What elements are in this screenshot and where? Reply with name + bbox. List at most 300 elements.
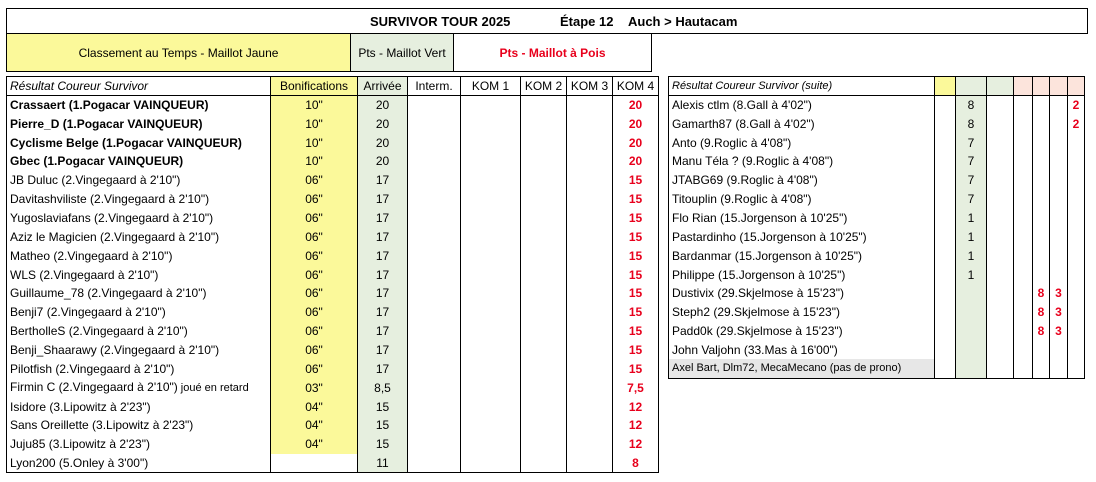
arrivee-cell: 15 xyxy=(358,435,408,454)
kom2-cell xyxy=(521,209,567,228)
interm-cell xyxy=(987,322,1014,341)
bonus-cell: 04" xyxy=(271,397,358,416)
rider-name xyxy=(7,397,271,416)
interm-cell xyxy=(987,171,1014,190)
rider-name-text: Lyon200 (5.Onley à 3'00") xyxy=(10,455,149,470)
kom3-cell xyxy=(1050,114,1068,133)
kom1-cell xyxy=(1014,96,1033,115)
rider-name-text: BertholleS (2.Vingegaard à 2'10") xyxy=(10,324,188,339)
stage-label: Étape 12 xyxy=(560,14,614,29)
kom4-cell xyxy=(1068,284,1085,303)
arrivee-cell: 15 xyxy=(358,416,408,435)
kom3-cell xyxy=(567,416,613,435)
kom3-cell xyxy=(567,265,613,284)
bonus-cell: 06" xyxy=(271,265,358,284)
kom4-cell: 2 xyxy=(1068,114,1085,133)
column-header: KOM 1 xyxy=(461,77,521,96)
table-row xyxy=(7,152,659,171)
interm-cell xyxy=(987,133,1014,152)
interm-cell xyxy=(987,359,1014,378)
title-banner xyxy=(6,8,1088,34)
kom4-cell: 20 xyxy=(613,96,659,115)
bonus-cell xyxy=(935,209,956,228)
kom2-cell xyxy=(521,152,567,171)
kom1-cell xyxy=(1014,246,1033,265)
arrivee-cell: 17 xyxy=(358,209,408,228)
arrivee-cell: 11 xyxy=(358,454,408,473)
bonus-cell: 03" xyxy=(271,378,358,397)
kom3-cell xyxy=(1050,190,1068,209)
kom1-cell xyxy=(461,227,521,246)
interm-cell xyxy=(987,114,1014,133)
kom1-cell xyxy=(1014,114,1033,133)
rider-name-text: Sans Oreillette (3.Lipowitz à 2'23") xyxy=(10,418,194,433)
interm-cell xyxy=(987,190,1014,209)
rider-name xyxy=(7,454,271,473)
table-row xyxy=(7,378,659,397)
kom1-cell xyxy=(461,190,521,209)
kom3-cell: 3 xyxy=(1050,284,1068,303)
arrivee-cell: 17 xyxy=(358,265,408,284)
kom1-cell xyxy=(461,209,521,228)
table-row xyxy=(669,96,1085,115)
kom1-cell xyxy=(461,378,521,397)
rider-name xyxy=(7,265,271,284)
table-row xyxy=(7,171,659,190)
interm-cell xyxy=(408,416,461,435)
arrivee-cell: 7 xyxy=(956,190,987,209)
main-results-table xyxy=(6,76,659,473)
kom3-cell xyxy=(1050,152,1068,171)
arrivee-cell: 1 xyxy=(956,265,987,284)
interm-cell xyxy=(408,246,461,265)
bonus-cell: 06" xyxy=(271,359,358,378)
arrivee-cell: 1 xyxy=(956,227,987,246)
kom3-cell xyxy=(1050,340,1068,359)
interm-cell xyxy=(987,265,1014,284)
interm-cell xyxy=(987,284,1014,303)
arrivee-cell: 17 xyxy=(358,227,408,246)
arrivee-cell: 7 xyxy=(956,133,987,152)
table-row xyxy=(7,133,659,152)
kom2-cell xyxy=(521,435,567,454)
arrivee-cell: 7 xyxy=(956,152,987,171)
interm-cell xyxy=(408,378,461,397)
column-header: KOM 2 xyxy=(521,77,567,96)
rider-name: JTABG69 (9.Roglic à 4'08") xyxy=(669,171,935,190)
arrivee-cell: 20 xyxy=(358,114,408,133)
kom4-cell: 12 xyxy=(613,397,659,416)
bonus-cell: 06" xyxy=(271,340,358,359)
table-row xyxy=(7,454,659,473)
arrivee-cell: 17 xyxy=(358,284,408,303)
continuation-table xyxy=(668,76,1085,379)
kom3-cell xyxy=(567,454,613,473)
kom4-cell xyxy=(1068,265,1085,284)
arrivee-cell: 17 xyxy=(358,190,408,209)
rider-name-text: Benji7 (2.Vingegaard à 2'10") xyxy=(10,305,166,320)
kom2-cell xyxy=(521,265,567,284)
kom4-cell xyxy=(1068,322,1085,341)
kom4-cell: 15 xyxy=(613,284,659,303)
arrivee-cell: 20 xyxy=(358,96,408,115)
table-row xyxy=(669,246,1085,265)
kom2-cell xyxy=(521,378,567,397)
bonus-cell xyxy=(935,114,956,133)
rider-name: Philippe (15.Jorgenson à 10'25") xyxy=(669,265,935,284)
kom4-cell: 15 xyxy=(613,340,659,359)
table-row xyxy=(669,227,1085,246)
bonus-cell: 06" xyxy=(271,284,358,303)
kom4-cell xyxy=(1068,190,1085,209)
kom3-cell xyxy=(567,340,613,359)
kom1-cell xyxy=(1014,190,1033,209)
kom4-cell xyxy=(1068,359,1085,378)
rider-name-text: Cyclisme Belge (1.Pogacar VAINQUEUR) xyxy=(10,135,242,150)
kom3-cell xyxy=(1050,359,1068,378)
rider-name: John Valjohn (33.Mas à 16'00") xyxy=(669,340,935,359)
tour-title: SURVIVOR TOUR 2025 xyxy=(370,14,511,29)
kom3-cell xyxy=(567,397,613,416)
kom4-cell: 20 xyxy=(613,133,659,152)
hdr-kom2 xyxy=(1033,77,1050,96)
bonus-cell xyxy=(935,359,956,378)
rider-name-text: Yugoslaviafans (2.Vingegaard à 2'10") xyxy=(10,210,214,225)
kom1-cell xyxy=(1014,340,1033,359)
kom4-cell xyxy=(1068,227,1085,246)
kom3-cell xyxy=(1050,227,1068,246)
arrivee-cell xyxy=(956,340,987,359)
rider-name xyxy=(7,303,271,322)
interm-cell xyxy=(987,246,1014,265)
interm-cell xyxy=(987,152,1014,171)
kom2-cell xyxy=(521,171,567,190)
hdr-interm xyxy=(987,77,1014,96)
kom2-cell xyxy=(521,284,567,303)
bonus-cell: 06" xyxy=(271,322,358,341)
kom2-cell xyxy=(521,246,567,265)
rider-name: Pastardinho (15.Jorgenson à 10'25") xyxy=(669,227,935,246)
kom2-cell xyxy=(1033,190,1050,209)
table-row xyxy=(7,284,659,303)
bonus-cell xyxy=(935,152,956,171)
table-row xyxy=(669,340,1085,359)
table-row xyxy=(669,265,1085,284)
interm-cell xyxy=(408,303,461,322)
rider-name-text: Juju85 (3.Lipowitz à 2'23") xyxy=(10,437,150,452)
arrivee-cell: 15 xyxy=(358,397,408,416)
kom1-cell xyxy=(1014,171,1033,190)
kom2-cell xyxy=(521,133,567,152)
interm-cell xyxy=(408,340,461,359)
bonus-cell xyxy=(935,284,956,303)
interm-cell xyxy=(987,209,1014,228)
kom2-cell xyxy=(1033,359,1050,378)
kom4-cell xyxy=(1068,246,1085,265)
kom3-cell xyxy=(1050,96,1068,115)
table-row xyxy=(669,152,1085,171)
rider-name: Alexis ctlm (8.Gall à 4'02") xyxy=(669,96,935,115)
kom4-cell xyxy=(1068,133,1085,152)
rider-name xyxy=(7,209,271,228)
rider-name xyxy=(7,133,271,152)
kom4-cell: 15 xyxy=(613,171,659,190)
arrivee-cell: 8,5 xyxy=(358,378,408,397)
bonus-cell xyxy=(935,246,956,265)
kom3-cell: 3 xyxy=(1050,322,1068,341)
rider-name: Padd0k (29.Skjelmose à 15'23") xyxy=(669,322,935,341)
table-row xyxy=(669,359,1085,378)
table-row xyxy=(669,209,1085,228)
arrivee-cell: 8 xyxy=(956,96,987,115)
table-row xyxy=(7,265,659,284)
column-header: Interm. xyxy=(408,77,461,96)
interm-cell xyxy=(408,227,461,246)
interm-cell xyxy=(408,397,461,416)
rider-name: Titouplin (9.Roglic à 4'08") xyxy=(669,190,935,209)
hdr-kom3 xyxy=(1050,77,1068,96)
kom4-cell: 15 xyxy=(613,303,659,322)
interm-cell xyxy=(408,359,461,378)
kom2-cell xyxy=(1033,227,1050,246)
rider-name-text: Pilotfish (2.Vingegaard à 2'10") xyxy=(10,361,175,376)
table-row xyxy=(669,133,1085,152)
kom2-cell xyxy=(521,303,567,322)
kom3-cell xyxy=(567,114,613,133)
rider-name xyxy=(7,190,271,209)
table-row xyxy=(7,359,659,378)
rider-name-text: Guillaume_78 (2.Vingegaard à 2'10") xyxy=(10,286,207,301)
column-header: Résultat Coureur Survivor xyxy=(7,77,271,96)
bonus-cell: 06" xyxy=(271,303,358,322)
kom2-cell: 8 xyxy=(1033,284,1050,303)
column-header-row xyxy=(7,77,659,96)
table-row xyxy=(7,114,659,133)
kom3-cell xyxy=(567,171,613,190)
kom3-cell xyxy=(567,284,613,303)
kom3-cell xyxy=(567,322,613,341)
header-maillot-pois: Pts - Maillot à Pois xyxy=(454,34,652,72)
kom4-cell: 15 xyxy=(613,190,659,209)
kom1-cell xyxy=(1014,227,1033,246)
rider-name-text: Benji_Shaarawy (2.Vingegaard à 2'10") xyxy=(10,342,220,357)
rider-name-text: Crassaert (1.Pogacar VAINQUEUR) xyxy=(10,98,209,113)
table-row xyxy=(7,322,659,341)
kom2-cell xyxy=(1033,171,1050,190)
kom1-cell xyxy=(461,96,521,115)
continuation-header: Résultat Coureur Survivor (suite) xyxy=(669,77,935,96)
kom2-cell: 8 xyxy=(1033,322,1050,341)
column-header: KOM 3 xyxy=(567,77,613,96)
late-note: joué en retard xyxy=(177,382,249,395)
arrivee-cell xyxy=(956,322,987,341)
rider-name-text: Aziz le Magicien (2.Vingegaard à 2'10") xyxy=(10,229,220,244)
bonus-cell xyxy=(935,190,956,209)
kom4-cell: 20 xyxy=(613,114,659,133)
hdr-kom4 xyxy=(1068,77,1085,96)
bonus-cell: 10" xyxy=(271,133,358,152)
continuation-header-row xyxy=(669,77,1085,96)
kom3-cell: 3 xyxy=(1050,303,1068,322)
rider-name xyxy=(7,171,271,190)
arrivee-cell: 17 xyxy=(358,246,408,265)
rider-name-text: Firmin C (2.Vingegaard à 2'10") xyxy=(10,380,178,395)
kom4-cell: 7,5 xyxy=(613,378,659,397)
arrivee-cell: 17 xyxy=(358,359,408,378)
hdr-kom1 xyxy=(1014,77,1033,96)
bonus-cell xyxy=(935,96,956,115)
bonus-cell: 10" xyxy=(271,114,358,133)
interm-cell xyxy=(408,454,461,473)
kom1-cell xyxy=(1014,152,1033,171)
bonus-cell: 04" xyxy=(271,416,358,435)
kom2-cell xyxy=(1033,152,1050,171)
arrivee-cell: 17 xyxy=(358,340,408,359)
interm-cell xyxy=(408,133,461,152)
rider-name xyxy=(7,416,271,435)
bonus-cell: 06" xyxy=(271,246,358,265)
arrivee-cell: 20 xyxy=(358,133,408,152)
table-row xyxy=(669,303,1085,322)
kom2-cell xyxy=(1033,133,1050,152)
rider-name-text: Isidore (3.Lipowitz à 2'23") xyxy=(10,399,151,414)
rider-name: Flo Rian (15.Jorgenson à 10'25") xyxy=(669,209,935,228)
kom4-cell: 2 xyxy=(1068,96,1085,115)
rider-name-text: Matheo (2.Vingegaard à 2'10") xyxy=(10,248,173,263)
rider-name-text: Davitashviliste (2.Vingegaard à 2'10") xyxy=(10,192,210,207)
kom2-cell xyxy=(1033,114,1050,133)
arrivee-cell: 8 xyxy=(956,114,987,133)
bonus-cell: 10" xyxy=(271,152,358,171)
arrivee-cell xyxy=(956,303,987,322)
kom4-cell: 15 xyxy=(613,209,659,228)
kom4-cell: 15 xyxy=(613,359,659,378)
interm-cell xyxy=(408,209,461,228)
kom3-cell xyxy=(567,435,613,454)
table-row xyxy=(669,322,1085,341)
bonus-cell: 06" xyxy=(271,171,358,190)
interm-cell xyxy=(408,284,461,303)
table-row xyxy=(669,114,1085,133)
column-header: Arrivée xyxy=(358,77,408,96)
kom1-cell xyxy=(1014,209,1033,228)
kom4-cell xyxy=(1068,209,1085,228)
arrivee-cell: 1 xyxy=(956,209,987,228)
bonus-cell: 06" xyxy=(271,209,358,228)
rider-name: Dustivix (29.Skjelmose à 15'23") xyxy=(669,284,935,303)
rider-name-text: Gbec (1.Pogacar VAINQUEUR) xyxy=(10,154,184,169)
bonus-cell: 06" xyxy=(271,227,358,246)
interm-cell xyxy=(408,190,461,209)
bonus-cell: 06" xyxy=(271,190,358,209)
rider-name: Manu Téla ? (9.Roglic à 4'08") xyxy=(669,152,935,171)
bonus-cell xyxy=(935,171,956,190)
bonus-cell xyxy=(271,454,358,473)
table-row xyxy=(669,284,1085,303)
bonus-cell: 04" xyxy=(271,435,358,454)
kom3-cell xyxy=(1050,133,1068,152)
kom4-cell xyxy=(1068,303,1085,322)
interm-cell xyxy=(408,322,461,341)
rider-name-text: Pierre_D (1.Pogacar VAINQUEUR) xyxy=(10,116,203,131)
kom4-cell: 15 xyxy=(613,246,659,265)
table-row xyxy=(7,435,659,454)
rider-name xyxy=(7,378,271,397)
kom2-cell xyxy=(521,190,567,209)
bonus-cell xyxy=(935,340,956,359)
arrivee-cell: 17 xyxy=(358,303,408,322)
kom2-cell xyxy=(521,397,567,416)
rider-name: Bardanmar (15.Jorgenson à 10'25") xyxy=(669,246,935,265)
rider-name-text: WLS (2.Vingegaard à 2'10") xyxy=(10,267,159,282)
kom1-cell xyxy=(461,435,521,454)
kom4-cell: 15 xyxy=(613,265,659,284)
rider-name xyxy=(7,340,271,359)
interm-cell xyxy=(408,265,461,284)
kom3-cell xyxy=(567,227,613,246)
header-maillot-vert: Pts - Maillot Vert xyxy=(351,34,454,72)
kom1-cell xyxy=(1014,303,1033,322)
arrivee-cell: 20 xyxy=(358,152,408,171)
kom2-cell xyxy=(521,114,567,133)
interm-cell xyxy=(408,152,461,171)
kom4-cell: 15 xyxy=(613,322,659,341)
kom2-cell xyxy=(521,96,567,115)
kom1-cell xyxy=(461,416,521,435)
kom1-cell xyxy=(461,284,521,303)
kom2-cell xyxy=(1033,246,1050,265)
kom1-cell xyxy=(461,171,521,190)
interm-cell xyxy=(987,303,1014,322)
table-row xyxy=(7,397,659,416)
rider-name: Axel Bart, Dlm72, MecaMecano (pas de prono) xyxy=(669,359,935,378)
rider-name xyxy=(7,96,271,115)
rider-name: Steph2 (29.Skjelmose à 15'23") xyxy=(669,303,935,322)
rider-name xyxy=(7,246,271,265)
kom4-cell: 20 xyxy=(613,152,659,171)
kom3-cell xyxy=(567,96,613,115)
hdr-arrivee xyxy=(956,77,987,96)
kom3-cell xyxy=(567,133,613,152)
table-row xyxy=(7,209,659,228)
interm-cell xyxy=(408,96,461,115)
kom1-cell xyxy=(461,133,521,152)
interm-cell xyxy=(408,114,461,133)
kom2-cell xyxy=(521,359,567,378)
rider-name: Anto (9.Roglic à 4'08") xyxy=(669,133,935,152)
bonus-cell xyxy=(935,322,956,341)
kom2-cell: 8 xyxy=(1033,303,1050,322)
header-maillot-jaune: Classement au Temps - Maillot Jaune xyxy=(6,34,351,72)
kom1-cell xyxy=(1014,265,1033,284)
kom2-cell xyxy=(521,340,567,359)
kom4-cell xyxy=(1068,340,1085,359)
arrivee-cell xyxy=(956,284,987,303)
kom3-cell xyxy=(567,246,613,265)
route-label: Auch > Hautacam xyxy=(628,14,738,29)
rider-name xyxy=(7,227,271,246)
rider-name xyxy=(7,322,271,341)
kom1-cell xyxy=(461,114,521,133)
kom3-cell xyxy=(1050,246,1068,265)
kom3-cell xyxy=(567,152,613,171)
rider-name: Gamarth87 (8.Gall à 4'02") xyxy=(669,114,935,133)
arrivee-cell: 17 xyxy=(358,171,408,190)
arrivee-cell xyxy=(956,359,987,378)
kom1-cell xyxy=(461,340,521,359)
table-row xyxy=(7,340,659,359)
bonus-cell xyxy=(935,265,956,284)
